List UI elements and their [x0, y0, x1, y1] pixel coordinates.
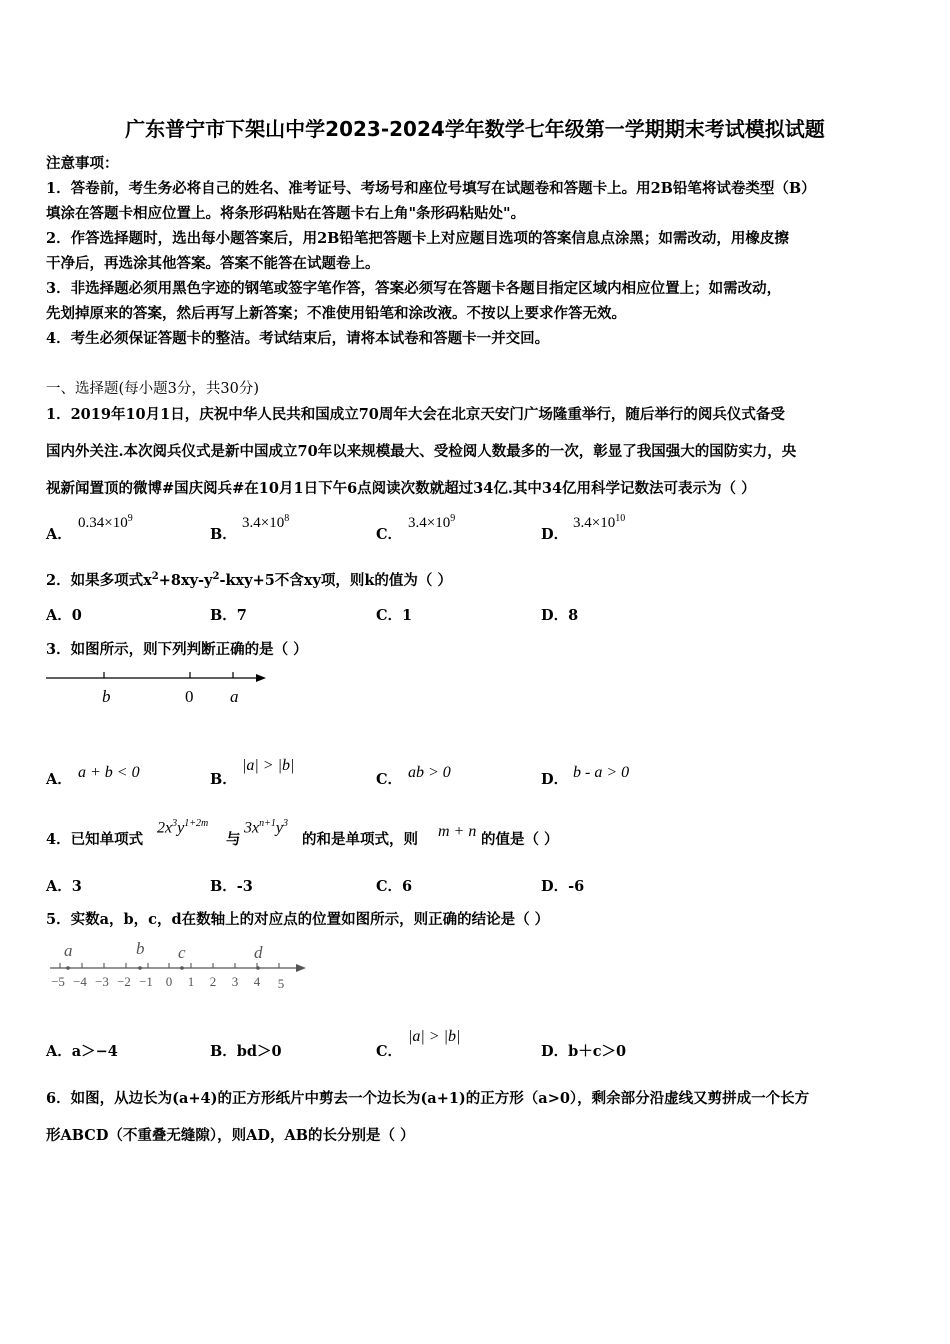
- q3-option-a-expr: a + b < 0: [78, 764, 140, 781]
- q2-stem: 2．如果多项式$x^2+8xy-y^2-kxy+5$不含xy项，则k的值为（ ）: [46, 571, 452, 589]
- q3-option-d[interactable]: D．: [541, 771, 569, 788]
- tick-label: −2: [117, 974, 131, 989]
- q3-option-b[interactable]: B．: [210, 771, 237, 788]
- tick-label: −1: [139, 974, 153, 989]
- q1-option-d[interactable]: D．: [541, 526, 569, 543]
- q4-option-b[interactable]: B．-3: [210, 878, 253, 895]
- point-c: c: [178, 943, 186, 962]
- notice-line: 4．考生必须保证答题卡的整洁。考试结束后，请将本试卷和答题卡一并交回。: [46, 330, 550, 347]
- notice-line: 3．非选择题必须用黑色字迹的钢笔或签字笔作答，答案必须写在答题卡各题目指定区域内相应位置上；如需改动，: [46, 280, 782, 297]
- q1-line: 1．2019年10月1日，庆祝中华人民共和国成立70周年大会在北京天安门广场隆重举行，随后举行的阅兵仪式备受: [46, 406, 785, 423]
- section-heading: 一、选择题(每小题3分，共30分): [46, 381, 259, 397]
- q5-option-c[interactable]: C．: [376, 1043, 403, 1060]
- q4-stem-a: 4．已知单项式: [46, 831, 144, 848]
- q3-option-c-expr: ab > 0: [408, 764, 451, 781]
- q4-option-d[interactable]: D．-6: [541, 878, 585, 895]
- tick-label: 3: [231, 974, 239, 989]
- q1-line: 视新闻置顶的微博#国庆阅兵#在10月1日下午6点阅读次数就超过34亿.其中34亿用科学记数法可表示为（ ）: [46, 480, 756, 497]
- q3-option-b-expr: |a| > |b|: [242, 757, 295, 774]
- q2-option-d[interactable]: D．8: [541, 607, 579, 624]
- notice-line: 先划掉原来的答案，然后再写上新答案；不准使用铅笔和涂改液。不按以上要求作答无效。: [46, 305, 626, 322]
- q5-number-line: [44, 938, 314, 996]
- q1-option-d-expr: $3.4\times 10^{10}$: [573, 513, 626, 531]
- q6-line: 6．如图，从边长为(a+4)的正方形纸片中剪去一个边长为(a+1)的正方形（a>0），剩余部分沿虚线又剪拼成一个长方: [46, 1090, 810, 1107]
- tick-label: 1: [187, 974, 195, 989]
- q3-number-line: [40, 666, 280, 714]
- q5-option-a[interactable]: A．a＞−4: [46, 1043, 118, 1060]
- q5-option-d[interactable]: D．b＋c＞0: [541, 1043, 627, 1060]
- tick-label: 4: [253, 974, 261, 989]
- axis-label-a: a: [230, 687, 239, 706]
- q5-stem: 5．实数a，b，c，d在数轴上的对应点的位置如图所示，则正确的结论是（ ）: [46, 911, 550, 928]
- notice-heading: 注意事项：: [46, 155, 119, 172]
- tick-label: 0: [165, 974, 173, 989]
- axis-label-0: 0: [185, 687, 194, 706]
- notice-line: 1．答卷前，考生务必将自己的姓名、准考证号、考场号和座位号填写在试题卷和答题卡上。用2B铅笔将试卷类型（B）: [46, 180, 816, 197]
- tick-label: 2: [209, 974, 217, 989]
- q5-option-b[interactable]: B．bd＞0: [210, 1043, 282, 1060]
- q4-monomial-1: $2x^3y^{1+2m}$: [157, 818, 209, 837]
- q3-stem: 3．如图所示，则下列判断正确的是（ ）: [46, 641, 308, 658]
- q3-option-c[interactable]: C．: [376, 771, 403, 788]
- q6-line: 形ABCD（不重叠无缝隙），则AD，AB的长分别是（ ）: [46, 1127, 415, 1144]
- notice-line: 填涂在答题卡相应位置上。将条形码粘贴在答题卡右上角"条形码粘贴处"。: [46, 205, 526, 222]
- point-b: b: [136, 939, 145, 958]
- q4-stem-d: 的值是（ ）: [481, 831, 559, 848]
- q1-option-b[interactable]: B．: [210, 526, 237, 543]
- notice-line: 2．作答选择题时，选出每小题答案后，用2B铅笔把答题卡上对应题目选项的答案信息点涂黑；如需改动，用橡皮擦: [46, 230, 789, 247]
- q1-option-c[interactable]: C．: [376, 526, 403, 543]
- tick-label: −4: [73, 974, 87, 989]
- q4-option-a[interactable]: A．3: [46, 878, 82, 895]
- tick-label: −3: [95, 974, 109, 989]
- tick-label: 5: [277, 976, 285, 991]
- axis-label-b: b: [102, 687, 111, 706]
- point-a: a: [64, 941, 73, 960]
- point-d: d: [254, 943, 263, 962]
- q3-option-d-expr: b - a > 0: [573, 764, 630, 781]
- page-title: 广东普宁市下架山中学2023-2024学年数学七年级第一学期期末考试模拟试题: [125, 117, 825, 141]
- q1-line: 国内外关注.本次阅兵仪式是新中国成立70年以来规模最大、受检阅人数最多的一次，彰显了我国强大的国防实力，央: [46, 443, 797, 460]
- q5-option-c-expr: |a| > |b|: [408, 1028, 461, 1045]
- q4-stem-c: 的和是单项式，则: [302, 831, 418, 848]
- q4-option-c[interactable]: C．6: [376, 878, 413, 895]
- tick-label: −5: [51, 974, 65, 989]
- q2-option-c[interactable]: C．1: [376, 607, 413, 624]
- q4-stem-b: 与: [226, 831, 241, 848]
- q4-expr: m + n: [438, 823, 477, 840]
- q1-option-b-expr: $3.4\times 10^8$: [242, 513, 290, 531]
- q2-option-a[interactable]: A．0: [46, 607, 82, 624]
- q4-monomial-2: $3x^{n+1}y^3$: [244, 818, 288, 837]
- notice-line: 干净后，再选涂其他答案。答案不能答在试题卷上。: [46, 255, 380, 272]
- q1-option-c-expr: $3.4\times 10^9$: [408, 513, 456, 531]
- q2-option-b[interactable]: B．7: [210, 607, 247, 624]
- q1-option-a[interactable]: A．: [46, 526, 72, 543]
- q3-option-a[interactable]: A．: [46, 771, 72, 788]
- q1-option-a-expr: $0.34\times 10^9$: [78, 513, 133, 531]
